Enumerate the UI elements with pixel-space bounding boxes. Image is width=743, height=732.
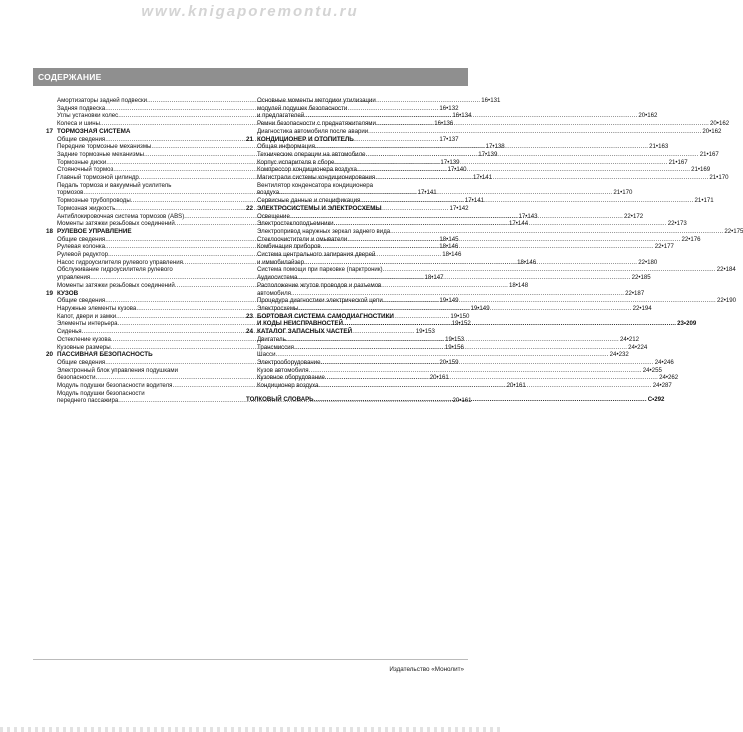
toc-entry <box>257 251 440 259</box>
toc-entry <box>257 351 629 359</box>
toc-entry-page: 17•142 <box>449 204 469 212</box>
toc-entry-page: 18•146 <box>517 258 537 266</box>
dot-leader <box>360 197 693 205</box>
toc-entry-text: Электросхемы <box>257 304 299 312</box>
toc-entry-text: Антиблокировочная система тормозов (ABS) <box>57 212 185 220</box>
toc-entry-page: 16•134 <box>452 112 472 120</box>
toc-entry-text: Двигатель <box>257 335 286 343</box>
toc-entry-text: автомобиля <box>257 289 291 297</box>
toc-entry-text: Сиденья <box>57 328 82 336</box>
toc-entry <box>257 189 633 197</box>
toc-entry-page: 19•152 <box>451 320 471 328</box>
toc-entry-text: Компрессор кондиционера воздуха <box>257 166 357 174</box>
toc-entry-text: Система центрального запирания дверей <box>257 251 376 259</box>
section-heading <box>46 128 228 136</box>
toc-entry-page: 22•175 <box>724 227 743 235</box>
toc-entry-text: модулей подушек безопасности <box>257 104 348 112</box>
toc-entry-text: Кузовное оборудование <box>257 374 325 382</box>
toc-entry-page: 21•170 <box>613 189 633 197</box>
toc-entry-text: Тормозные трубопроводы <box>57 197 131 205</box>
toc-entry-page: 24•212 <box>619 335 640 343</box>
toc-entry-text: Электронный блок управления подушками <box>57 366 178 374</box>
toc-entry <box>257 97 440 105</box>
toc-entry-page: 17•137 <box>439 135 459 143</box>
toc-entry-text: Вентилятор конденсатора кондиционера <box>257 181 374 189</box>
toc-entry <box>257 266 736 274</box>
toc-entry-page: С•292 <box>647 395 665 403</box>
toc-entry-page: 17•143 <box>518 212 538 220</box>
dot-leader <box>343 320 676 328</box>
toc-entry-text: Процедура диагностики электрической цепи <box>257 297 383 305</box>
dot-leader <box>291 290 624 298</box>
bottom-edge-strip <box>0 727 500 732</box>
toc-entry-text: Кузовные размеры <box>57 343 111 351</box>
toc-entry-text: Электрооборудование <box>257 358 321 366</box>
toc-entry-page: 21•167 <box>668 158 688 166</box>
toc-entry <box>257 274 651 282</box>
toc-entry-page: 21•171 <box>694 197 714 205</box>
toc-entry-text: Технические операции на автомобиле <box>257 150 366 158</box>
dot-leader <box>304 112 637 120</box>
section-heading <box>46 290 228 298</box>
toc-entry <box>57 367 228 375</box>
toc-entry-page: 22•172 <box>624 212 644 220</box>
section-title: КОНДИЦИОНЕР И ОТОПИТЕЛЬ <box>257 135 354 143</box>
toc-entry-page: 22•185 <box>631 274 651 282</box>
toc-entry-text: Общие сведения <box>57 235 106 243</box>
toc-entry-page: 20•161 <box>506 382 526 390</box>
toc-entry-text: Рулевая колонка <box>57 243 106 251</box>
toc-entry-page: 21•169 <box>691 166 711 174</box>
toc-entry-text: И КОДЫ НЕИСПРАВНОСТЕЙ <box>257 320 343 328</box>
toc-entry-page: 22•177 <box>654 243 674 251</box>
toc-entry-text: Кузов автомобиля <box>257 366 309 374</box>
toc-entry-text: Система помощи при парковке (парктроник) <box>257 266 383 274</box>
section-number: 23 <box>246 312 254 320</box>
toc-entry-text: Аудиосистема <box>257 274 298 282</box>
dot-leader <box>279 189 612 197</box>
dot-leader <box>275 351 608 359</box>
toc-entry-text: Общие сведения <box>57 297 106 305</box>
toc-entry-text: Корпус испарителя в сборе <box>257 158 335 166</box>
toc-entry-text: Обслуживание гидроусилителя рулевого <box>57 266 173 274</box>
toc-entry-page: 18•148 <box>509 281 529 289</box>
toc-entry-page: 24•287 <box>652 382 672 390</box>
section-title: КУЗОВ <box>57 289 79 297</box>
section-number: 22 <box>246 204 254 212</box>
dot-leader <box>390 228 723 236</box>
dot-leader <box>325 374 658 382</box>
toc-entry-page: 17•141 <box>473 174 493 182</box>
section-heading <box>246 205 440 213</box>
toc-entry-text: Амортизаторы задней подвески <box>57 97 148 104</box>
toc-entry-page: 18•147 <box>424 274 444 282</box>
toc-entry-page: 21•167 <box>699 150 719 158</box>
toc-entry-page: 20•162 <box>702 127 722 135</box>
section-number: 20 <box>46 351 54 359</box>
toc-entry <box>257 127 722 136</box>
toc-entry-text: Кондиционер воздуха <box>257 382 319 390</box>
toc-entry-page: 18•145 <box>439 235 459 243</box>
toc-entry-page: 22•194 <box>632 304 652 312</box>
section-title: БОРТОВАЯ СИСТЕМА САМОДИАГНОСТИКИ <box>257 312 394 320</box>
toc-entry-text: Углы установки колес <box>57 112 119 120</box>
toc-entry-text: Электростеклоподъемники <box>257 220 334 228</box>
section-heading <box>246 136 440 144</box>
toc-entry <box>257 227 743 236</box>
toc-entry-text: Задняя подвеска <box>57 104 106 112</box>
dot-leader <box>334 159 667 167</box>
toc-entry-text: Стеклоочистители и омыватели <box>257 235 348 243</box>
watermark: www.knigaporemontu.ru <box>141 3 359 20</box>
toc-entry-page: 17•138 <box>485 143 505 151</box>
section-title: КАТАЛОГ ЗАПАСНЫХ ЧАСТЕЙ <box>257 328 353 336</box>
section-number: 24 <box>246 328 254 336</box>
dot-leader <box>321 359 654 367</box>
toc-entry <box>257 105 440 113</box>
toc-entry-text: Педаль тормоза и вакуумный усилитель <box>57 181 172 189</box>
section-heading <box>246 328 440 336</box>
toc-entry-text: Модуль подушки безопасности водителя <box>57 382 173 390</box>
toc-entry-page: 22•190 <box>716 297 737 305</box>
toc-entry-page: 21•170 <box>709 174 729 182</box>
dot-leader <box>368 128 701 136</box>
toc-entry-page: 16•131 <box>481 97 501 104</box>
toc-entry-page: 18•146 <box>439 243 459 251</box>
toc-entry-text: Основные моменты методики утилизации <box>257 97 376 104</box>
section-number: 18 <box>46 227 54 235</box>
toc-entry-page: 21•163 <box>649 143 669 151</box>
toc-entry-text: Сервисные данные и спецификация <box>257 197 361 205</box>
toc-entry-text: Освещение <box>257 212 290 220</box>
toc-entry-text: Моменты затяжки резьбовых соединений <box>57 220 175 228</box>
section-number: 21 <box>246 135 254 143</box>
toc-entry-text: Передние тормозные механизмы <box>57 143 152 151</box>
toc-entry-page: 22•184 <box>716 266 736 274</box>
dot-leader <box>383 266 716 274</box>
toc-entry-page: 24•224 <box>628 343 648 351</box>
toc-entry-text: Элементы интерьера <box>57 320 118 328</box>
toc-entry-page: 19•150 <box>450 312 470 320</box>
toc-entry-text: Ремни безопасности с преднатяжителями <box>257 120 376 128</box>
toc-entry-text: Тормозная жидкость <box>57 204 116 212</box>
dot-leader <box>297 274 630 282</box>
toc-entry-text: и иммобилайзер <box>257 258 305 266</box>
toc-entry-text: Остекление кузова <box>57 335 111 343</box>
toc-entry-page: 20•161 <box>429 374 449 382</box>
toc-entry-page: 22•180 <box>638 258 658 266</box>
section-number: 19 <box>46 289 54 297</box>
dot-leader <box>357 166 690 174</box>
toc-entry-text: управления <box>57 274 91 282</box>
toc-entry-page: 20•162 <box>638 112 658 120</box>
toc-entry-text: Общая информация <box>257 143 315 151</box>
toc-entry <box>257 182 440 190</box>
toc-entry-text: воздуха <box>257 189 280 197</box>
dot-leader <box>366 151 699 159</box>
toc-entry-text: Рулевой редуктор <box>57 251 109 259</box>
toc-entry-page: 17•139 <box>478 150 498 158</box>
toc-entry-text: Главный тормозной цилиндр <box>57 174 139 182</box>
toc-entry-page: 18•146 <box>442 251 462 259</box>
dot-leader <box>376 120 709 128</box>
toc-entry-text: Стояночный тормоз <box>57 166 114 174</box>
dot-leader <box>314 396 647 404</box>
section-number: 17 <box>46 127 54 135</box>
toc-entry <box>57 266 228 274</box>
toc-entry-page: 24•246 <box>654 358 674 366</box>
dot-leader <box>315 143 648 151</box>
toc-entry-text: Диагностика автомобиля после аварии <box>257 127 369 135</box>
toc-entry-page: 17•141 <box>417 189 437 197</box>
dot-leader <box>294 344 627 352</box>
toc-entry-page: 19•156 <box>444 343 464 351</box>
dot-leader <box>375 174 708 182</box>
toc-entry-text: Электропривод наружных зеркал заднего вида <box>257 227 391 235</box>
dot-leader <box>304 259 637 267</box>
toc-entry <box>257 374 679 382</box>
toc-entry-page: 17•141 <box>464 197 484 205</box>
toc-entry-page: 16•132 <box>439 104 459 112</box>
toc-entry-page: 20•161 <box>452 397 472 405</box>
toc-entry <box>257 282 440 290</box>
dot-leader <box>383 297 716 305</box>
footer-divider <box>33 659 468 660</box>
toc-entry-page: 22•173 <box>667 220 687 228</box>
section-heading <box>46 228 228 236</box>
toc-entry-text: Колеса и шины <box>57 120 101 128</box>
toc-entry <box>57 390 228 398</box>
toc-entry-text: Шасси <box>257 351 276 359</box>
section-heading <box>46 351 228 359</box>
toc-entry-text: безопасности <box>57 374 96 382</box>
toc-entry-text: и предлагателей <box>257 112 305 120</box>
dot-leader <box>321 243 654 251</box>
toc-entry-text: Насос гидроусилителя рулевого управления <box>57 258 183 266</box>
toc-entry-page: 24•262 <box>659 374 679 382</box>
publisher-footer: Издательство «Монолит» <box>389 666 464 673</box>
section-title: ПАССИВНАЯ БЕЗОПАСНОСТЬ <box>57 351 153 359</box>
toc-entry-page: 19•149 <box>439 297 459 305</box>
toc-entry-page: 17•140 <box>447 166 467 174</box>
toc-entry-text: Комбинация приборов <box>257 243 321 251</box>
toc-entry-text: Капот, двери и замки <box>57 312 117 320</box>
toc-entry-text: Общие сведения <box>57 358 106 366</box>
toc-entry-page: 19•149 <box>470 304 490 312</box>
toc-entry <box>257 366 662 375</box>
toc-entry-text: Модуль подушки безопасности <box>57 389 145 397</box>
toc-entry-text: Трансмиссия <box>257 343 294 351</box>
toc-entry <box>57 182 228 190</box>
dot-leader <box>290 213 623 221</box>
toc-entry-text: Тормозные диски <box>57 158 107 166</box>
contents-header: СОДЕРЖАНИЕ <box>33 68 468 86</box>
dot-leader <box>347 236 680 244</box>
toc-entry-page: 23•209 <box>677 320 697 328</box>
toc-entry-text: Расположение жгутов проводов и разъемов <box>257 281 382 289</box>
toc-entry-page: 17•144 <box>509 220 529 228</box>
toc-entry-text: Магистрали системы кондиционирования <box>257 174 376 182</box>
toc-entry-text: Задние тормозные механизмы <box>57 150 145 158</box>
section-title: РУЛЕВОЕ УПРАВЛЕНИЕ <box>57 227 132 235</box>
section-title: ТОРМОЗНАЯ СИСТЕМА <box>57 127 131 135</box>
toc-entry-page: 17•139 <box>440 158 460 166</box>
toc-entry-page: 24•232 <box>609 351 629 359</box>
toc-entry-page: 24•255 <box>642 366 662 374</box>
dot-leader <box>309 367 642 375</box>
toc-entry-page: 22•176 <box>681 235 701 243</box>
toc-entry <box>257 289 645 298</box>
toc-entry-text: ТОЛКОВЫЙ СЛОВАРЬ <box>246 395 314 403</box>
dot-leader <box>319 382 652 390</box>
section-title: ЭЛЕКТРОСИСТЕМЫ И ЭЛЕКТРОСХЕМЫ <box>257 204 382 212</box>
toc-entry-page: 22•187 <box>625 289 645 297</box>
toc-entry-page: 20•159 <box>439 358 459 366</box>
toc-entry-text: Общие сведения <box>57 135 106 143</box>
toc-entry-page: 20•162 <box>710 120 730 128</box>
toc-entry-text: тормозов <box>57 189 84 197</box>
toc-entry-page: 19•153 <box>445 335 465 343</box>
toc-entry-page: 19•153 <box>415 328 435 336</box>
dot-leader <box>298 305 631 313</box>
toc-entry-page: 16•136 <box>434 120 454 128</box>
dot-leader <box>334 220 667 228</box>
toc-entry-text: Наружные элементы кузова <box>57 304 137 312</box>
toc-entry-text: Моменты затяжки резьбовых соединений <box>57 281 175 289</box>
dot-leader <box>286 336 619 344</box>
toc-entry-text: переднего пассажира <box>57 397 119 405</box>
